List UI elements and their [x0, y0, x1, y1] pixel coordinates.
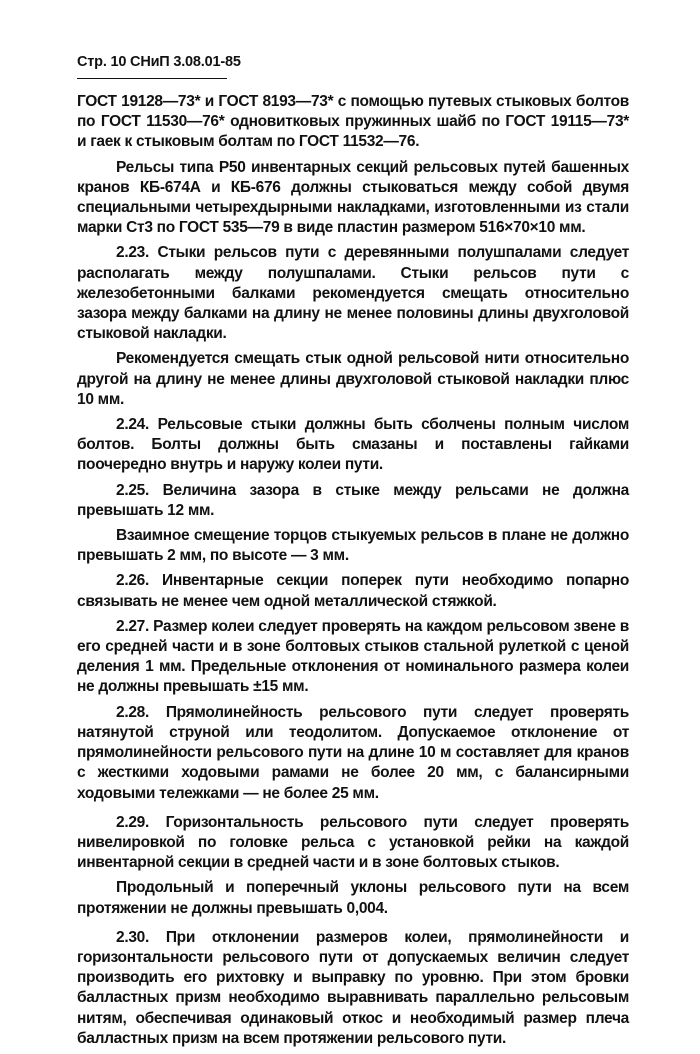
paragraph-text: Инвентарные секции поперек пути необходимо попарно связывать не менее чем одной металлической стяжкой.: [77, 572, 629, 610]
header-rule: [77, 78, 227, 79]
clause-number: 2.23.: [116, 244, 149, 262]
paragraph-text: Горизонтальность рельсового пути следует проверять нивелировкой по головке рельса с установкой рейки на каждой инвентарной секции в средней части и в зоне болтовых стыков.: [77, 813, 629, 872]
clause-number: 2.26.: [116, 572, 149, 590]
clause-number: 2.27.: [116, 617, 149, 635]
clause-2-24: [77, 415, 629, 476]
clause-number: 2.24.: [116, 416, 149, 434]
paragraph: [77, 92, 629, 153]
paragraph-text: ГОСТ 19128—73* и ГОСТ 8193—73* с помощью путевых стыковых болтов по ГОСТ 11530—76* одновитковых пружинных шайб по ГОСТ 19115—73* и гаек к стыковым болтам по ГОСТ 11532—76.: [77, 93, 629, 151]
paragraph-text: Продольный и поперечный уклоны рельсового пути на всем протяжении не должны превышать 0,004.: [77, 879, 629, 917]
clause-2-26: [77, 571, 629, 611]
clause-2-27: [77, 617, 629, 698]
paragraph-text: Рекомендуется смещать стык одной рельсовой нити относительно другой на длину не менее длины двухголовой стыковой накладки плюс 10 мм.: [77, 350, 629, 408]
page-header: Стр. 10 СНиП 3.08.01-85: [77, 54, 241, 70]
document-body: [77, 92, 629, 1054]
clause-2-25: [77, 481, 629, 521]
clause-2-23: [77, 243, 629, 344]
clause-2-29: [77, 813, 629, 874]
clause-2-30: [77, 928, 629, 1049]
paragraph-text: Стыки рельсов пути с деревянными полушпалами следует располагать между полушпалами. Стыки рельсов пути с железобетонными балками рекомендуется смещать относительно зазора между балками на длину не менее половины длины двухголовой стыковой накладки.: [77, 244, 629, 343]
clause-number: 2.25.: [116, 481, 149, 499]
paragraph-text: Размер колеи следует проверять на каждом рельсовом звене в его средней части и в зоне болтовых стыков стальной рулеткой с ценой деления 1 мм. Предельные отклонения от номинального размера колеи не должны превышать ±15 мм.: [77, 617, 629, 696]
clause-number: 2.30.: [116, 928, 149, 946]
paragraph-text: Рельсы типа Р50 инвентарных секций рельсовых путей башенных кранов КБ-674А и КБ-676 должны стыковаться между собой двумя специальными четырехдырными накладками, изготовленными из стали марки Ст3 по ГОСТ 535—79 в виде пластин размером 516×70×10 мм.: [77, 158, 629, 237]
clause-number: 2.29.: [116, 813, 149, 831]
paragraph: [77, 349, 629, 410]
paragraph: [77, 526, 629, 566]
paragraph-text: При отклонении размеров колеи, прямолинейности и горизонтальности рельсового пути от допускаемых величин следует производить его рихтовку и выправку по уровню. При этом бровки балластных призм необходимо выравнивать параллельно рельсовым нитям, обеспечивая одинаковый откос и необходимый размер плеча балластных призм на всем протяжении рельсового пути.: [77, 928, 629, 1047]
paragraph-text: Величина зазора в стыке между рельсами не должна превышать 12 мм.: [77, 481, 629, 519]
paragraph-text: Рельсовые стыки должны быть сболчены полным числом болтов. Болты должны быть смазаны и поставлены гайками поочередно внутрь и наружу колеи пути.: [77, 416, 629, 474]
clause-2-28: [77, 703, 629, 804]
paragraph-text: Взаимное смещение торцов стыкуемых рельсов в плане не должно превышать 2 мм, по высоте — 3 мм.: [77, 527, 629, 565]
clause-number: 2.28.: [116, 703, 149, 721]
paragraph-text: Прямолинейность рельсового пути следует проверять натянутой струной или теодолитом. Допускаемое отклонение от прямолинейности рельсового пути на длине 10 м составляет для кранов с жесткими ходовыми рамами не более 20 мм, с балансирными ходовыми тележками — не более 25 мм.: [77, 703, 629, 802]
paragraph: [77, 158, 629, 239]
paragraph: [77, 878, 629, 918]
